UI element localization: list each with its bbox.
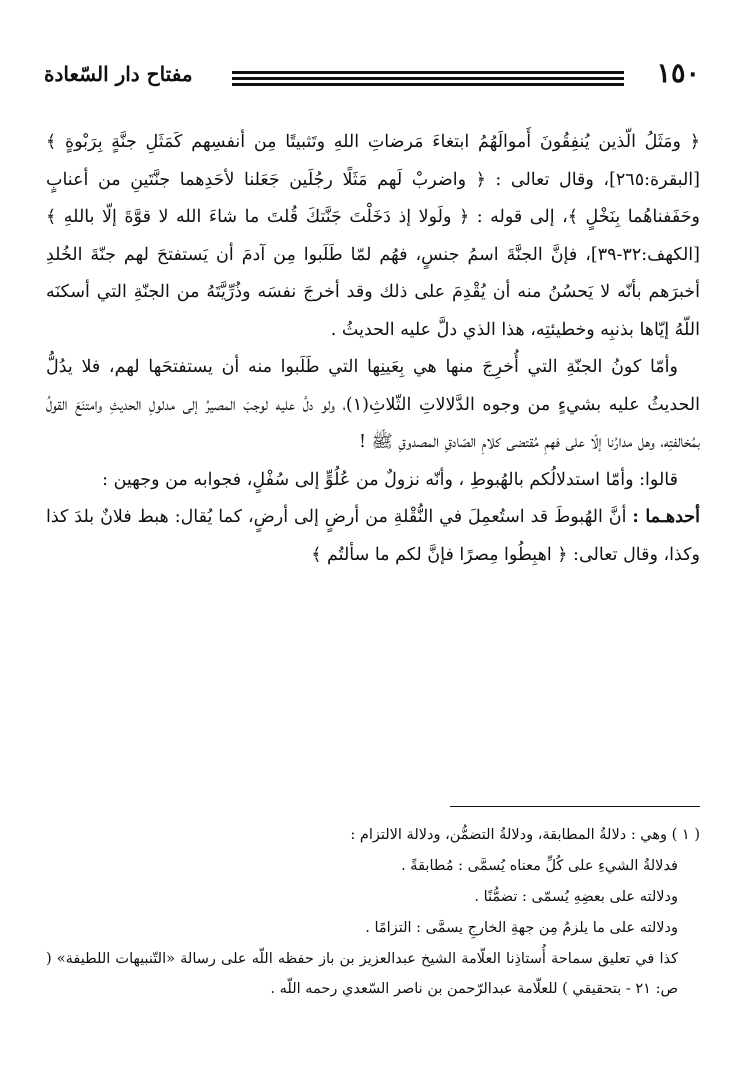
footnote-separator <box>450 806 700 807</box>
page-header <box>44 56 700 96</box>
footnote-line: ودلالته على بعضِهِ يُسمّى : تضمُّنًا . <box>474 889 678 905</box>
footnote-line: كذا في تعليق سماحة أُستاذِنا العلّامة الشيخ عبدالعزيز بن باز حفظه اللّه على رسالة «التّنبيهات اللطيفة» ( ص: ٢١ - بتحقيقي ) للعلّامة عبدالرّحمن بن ناصر السّعدي رحمه اللّه . <box>46 951 678 997</box>
footnote-line: فدلالةُ الشيءِ على كُلِّ معناه يُسمَّى : مُطابقةً . <box>401 858 678 874</box>
header-rule <box>232 77 624 80</box>
paragraph: وأمّا كونُ الجنّةِ التي أُخرِجَ منها هي بِعَينِها التي طَلَبوا منه أن يستفتحَها لهم، فلا يدُلُّ الحديثُ عليه بشيءٍ من وجوه الدَّلالاتِ الثّلاثِ(١)، ولو دلَّ عليه لوجبَ المصيرُ إلى مدلولِ الحديثِ وامتنَعَ القولُ بمُخالفتِه، وهل مدارُنا إلّا على فهمِ مُقتضى كلامِ الصّادقِ المصدوقِ ﷺ ! <box>46 357 700 452</box>
paragraph-text: أنَّ الهُبوطَ قد استُعمِلَ في النُّقْلةِ من أرضٍ إلى أرضٍ، كما يُقال: هبط فلانٌ بلدَ كذا وكذا، وقال تعالى: ﴿ اهبِطُوا مِصرًا فإنَّ لكم ما سألتُم ﴾ <box>46 507 700 565</box>
footnote-line: ( ١ ) وهي : دلالةُ المطابقة، ودلالةُ التضمُّن، ودلالة الالتزام : <box>350 827 700 843</box>
footnotes <box>46 820 700 1004</box>
paragraph: ﴿ ومَثَلُ الّذين يُنفِقُونَ أَموالَهُمُ ابتغاءَ مَرضاتِ اللهِ وتَثبيتًا مِن أنفسِهم كَمَثَلِ جنَّةٍ بِرَبْوةٍ ﴾ [البقرة:٢٦٥]، وقال تعالى : ﴿ واضربْ لَهم مَثَلًا رجُلَين جَعَلنا لأحَدِهما جنَّتَينِ من أعنابٍ وحَفَفناهُما بِنَخْلٍ ﴾، إلى قوله : ﴿ ولَولا إذ دَخَلْتَ جَنَّتكَ قُلتَ ما شاءَ الله لا قوَّةَ إلّا باللهِ ﴾ [الكهف:٣٢-٣٩]، فإنَّ الجنَّةَ اسمُ جنسٍ، فهُم لمّا طَلَبوا مِن آدمَ أن يَستفتحَ لهم جنّةَ الخُلدِ أخبرَهم بأنّه لا يَحسُنُ منه أن يُقْدِمَ على ذلك وقد أخرجَ نفسَه وذُرِّيَّتَهُ من الجنّةِ التي أسكنَه اللّهُ إيّاها بذنبِه وخطيئتِه، هذا الذي دلَّ عليه الحديثُ . <box>46 132 700 340</box>
footnote-line: ودلالته على ما يلزمُ مِن جهةِ الخارجِ يسمَّى : التزامًا . <box>365 920 678 936</box>
page-number: ١٥٠ <box>656 58 700 89</box>
header-rule <box>232 71 624 74</box>
header-rule <box>232 83 624 86</box>
main-text <box>46 124 700 574</box>
term-heading: أحدهـما : <box>632 507 700 527</box>
running-title: مفتاح دار السّعادة <box>44 62 193 86</box>
paragraph: قالوا: وأمّا استدلالُكم بالهُبوطِ ، وأنّه نزولٌ من عُلُوٍّ إلى سُفْلٍ، فجوابه من وجهين : <box>102 469 678 490</box>
paragraph <box>46 499 700 574</box>
